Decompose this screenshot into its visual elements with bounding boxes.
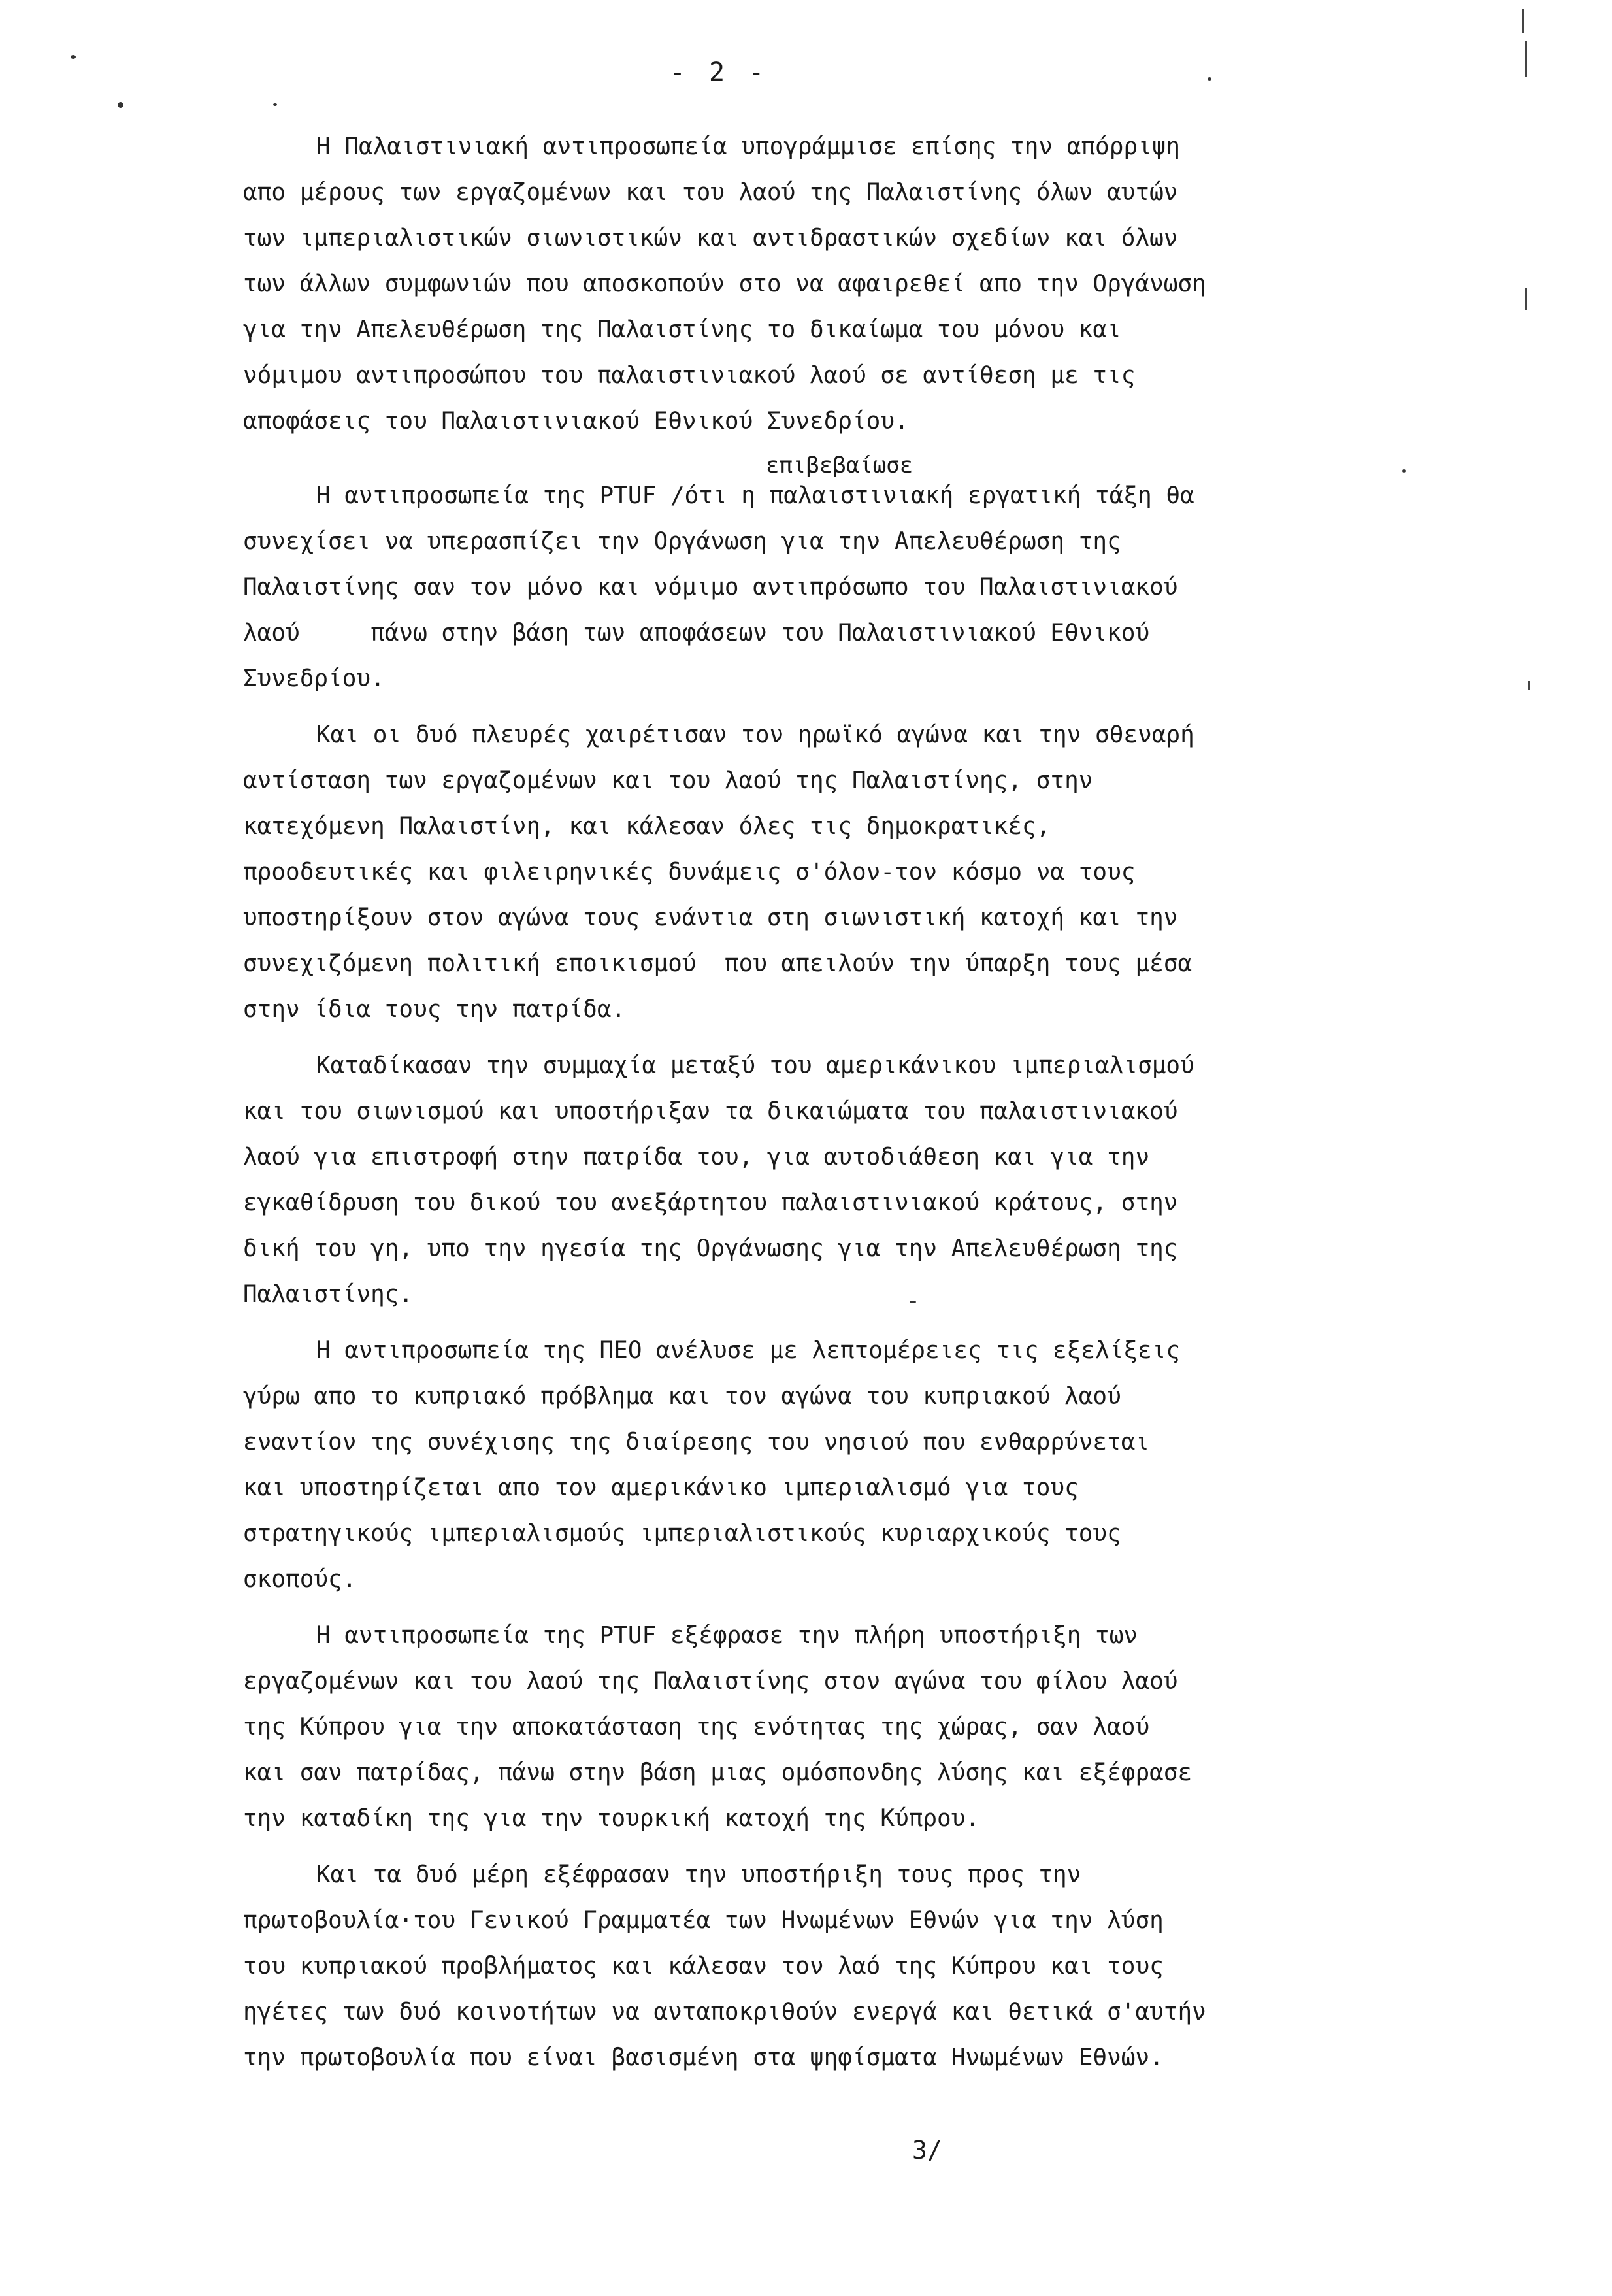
text-line: για την Απελευθέρωση της Παλαιστίνης το δικαίωμα του μόνου και <box>243 316 1121 343</box>
text-line: στρατηγικούς ιμπεριαλισμούς ιμπεριαλιστικούς κυριαρχικούς τους <box>243 1520 1121 1547</box>
text-line: νόμιμου αντιπροσώπου του παλαιστινιακού λαού σε αντίθεση με τις <box>243 362 1136 389</box>
text-line: την πρωτοβουλία που είναι βασισμένη στα ψηφίσματα Ηνωμένων Εθνών. <box>243 2044 1164 2071</box>
text-line: αποφάσεις του Παλαιστινιακού Εθνικού Συνεδρίου. <box>243 408 909 435</box>
text-line: Η αντιπροσωπεία της PTUF /ότι η παλαιστινιακή εργατική τάξη θα <box>316 482 1194 509</box>
paragraph-4 <box>243 1043 1472 1318</box>
scan-speck <box>273 103 277 106</box>
handwritten-insert: επιβεβαίωσε <box>766 452 913 478</box>
text-line: Παλαιστίνης σαν τον μόνο και νόμιμο αντιπρόσωπο του Παλαιστινιακού <box>243 574 1178 601</box>
text-line: Η αντιπροσωπεία της PTUF εξέφρασε την πλήρη υποστήριξη των <box>316 1622 1138 1649</box>
scan-speck <box>71 55 76 59</box>
text-line: και σαν πατρίδας, πάνω στην βάση μιας ομόσπονδης λύσης και εξέφρασε <box>243 1759 1193 1786</box>
text-line: εγκαθίδρυση του δικού του ανεξάρτητου παλαιστινιακού κράτους, στην <box>243 1190 1178 1216</box>
text-line: προοδευτικές και φιλειρηνικές δυνάμεις σ'όλον-τον κόσμο να τους <box>243 859 1136 886</box>
text-line: πρωτοβουλία·του Γενικού Γραμματέα των Ηνωμένων Εθνών για την λύση <box>243 1907 1164 1934</box>
paragraph-1 <box>243 124 1472 444</box>
text-line: υποστηρίξουν στον αγώνα τους ενάντια στη σιωνιστική κατοχή και την <box>243 905 1178 931</box>
paragraph-7 <box>243 1852 1472 2081</box>
text-line: των άλλων συμφωνιών που αποσκοπούν στο να αφαιρεθεί απο την Οργάνωση <box>243 271 1206 297</box>
scan-speck <box>1208 77 1211 81</box>
paragraph-5 <box>243 1328 1472 1603</box>
text-line: και υποστηρίζεται απο τον αμερικάνικο ιμπεριαλισμό για τους <box>243 1474 1079 1501</box>
text-line: στην ίδια τους την πατρίδα. <box>243 996 626 1023</box>
text-line: λαού για επιστροφή στην πατρίδα του, για αυτοδιάθεση και για την <box>243 1144 1150 1171</box>
text-line: Παλαιστίνης. <box>243 1281 414 1308</box>
text-line: εναντίον της συνέχισης της διαίρεσης του νησιού που ενθαρρύνεται <box>243 1429 1150 1456</box>
text-line: συνεχιζόμενη πολιτική εποικισμού που απειλούν την ύπαρξη τους μέσα <box>243 950 1193 977</box>
text-line: Καταδίκασαν την συμμαχία μεταξύ του αμερικάνικου ιμπεριαλισμού <box>316 1052 1194 1079</box>
scan-speck <box>118 102 123 108</box>
text-line: Και τα δυό μέρη εξέφρασαν την υποστήριξη τους προς την <box>316 1861 1081 1888</box>
body-text <box>243 124 1472 2091</box>
continuation-marker: 3/ <box>912 2136 942 2165</box>
text-line: των ιμπεριαλιστικών σιωνιστικών και αντιδραστικών σχεδίων και όλων <box>243 225 1178 252</box>
text-line: και του σιωνισμού και υποστήριξαν τα δικαιώματα του παλαιστινιακού <box>243 1098 1178 1125</box>
text-line: γύρω απο το κυπριακό πρόβλημα και τον αγώνα του κυπριακού λαού <box>243 1383 1121 1410</box>
text-line: ηγέτες των δυό κοινοτήτων να ανταποκριθούν ενεργά και θετικά σ'αυτήν <box>243 1999 1206 2025</box>
text-line: απο μέρους των εργαζομένων και του λαού της Παλαιστίνης όλων αυτών <box>243 179 1178 206</box>
scan-speck <box>910 1301 916 1303</box>
text-line: συνεχίσει να υπερασπίζει την Οργάνωση για την Απελευθέρωση της <box>243 528 1121 555</box>
text-line: της Κύπρου για την αποκατάσταση της ενότητας της χώρας, σαν λαού <box>243 1714 1150 1740</box>
paragraph-6 <box>243 1613 1472 1842</box>
text-line: δική του γη, υπο την ηγεσία της Οργάνωσης για την Απελευθέρωση της <box>243 1235 1178 1262</box>
text-line: αντίσταση των εργαζομένων και του λαού της Παλαιστίνης, στην <box>243 767 1093 794</box>
scan-edge-mark <box>1522 9 1524 33</box>
text-line: Και οι δυό πλευρές χαιρέτισαν τον ηρωϊκό αγώνα και την σθεναρή <box>316 722 1194 748</box>
scan-speck <box>1402 469 1406 473</box>
paragraph-2 <box>243 473 1472 702</box>
text-line: την καταδίκη της για την τουρκική κατοχή της Κύπρου. <box>243 1805 980 1832</box>
page-number: - 2 - <box>669 58 768 88</box>
scan-edge-mark <box>1525 41 1527 77</box>
text-line: λαού πάνω στην βάση των αποφάσεων του Παλαιστινιακού Εθνικού <box>243 620 1150 646</box>
scan-edge-mark <box>1525 288 1527 310</box>
text-line: Η Παλαιστινιακή αντιπροσωπεία υπογράμμισε επίσης την απόρριψη <box>316 133 1181 160</box>
text-line: Συνεδρίου. <box>243 665 385 692</box>
text-line: σκοπούς. <box>243 1566 357 1593</box>
text-line: του κυπριακού προβλήματος και κάλεσαν τον λαό της Κύπρου και τους <box>243 1953 1164 1980</box>
paragraph-3 <box>243 712 1472 1033</box>
text-line: εργαζομένων και του λαού της Παλαιστίνης στον αγώνα του φίλου λαού <box>243 1668 1178 1695</box>
text-line: κατεχόμενη Παλαιστίνη, και κάλεσαν όλες τις δημοκρατικές, <box>243 813 1051 840</box>
text-line: Η αντιπροσωπεία της ΠΕΟ ανέλυσε με λεπτομέρειες τις εξελίξεις <box>316 1337 1181 1364</box>
scan-edge-mark <box>1528 681 1530 690</box>
